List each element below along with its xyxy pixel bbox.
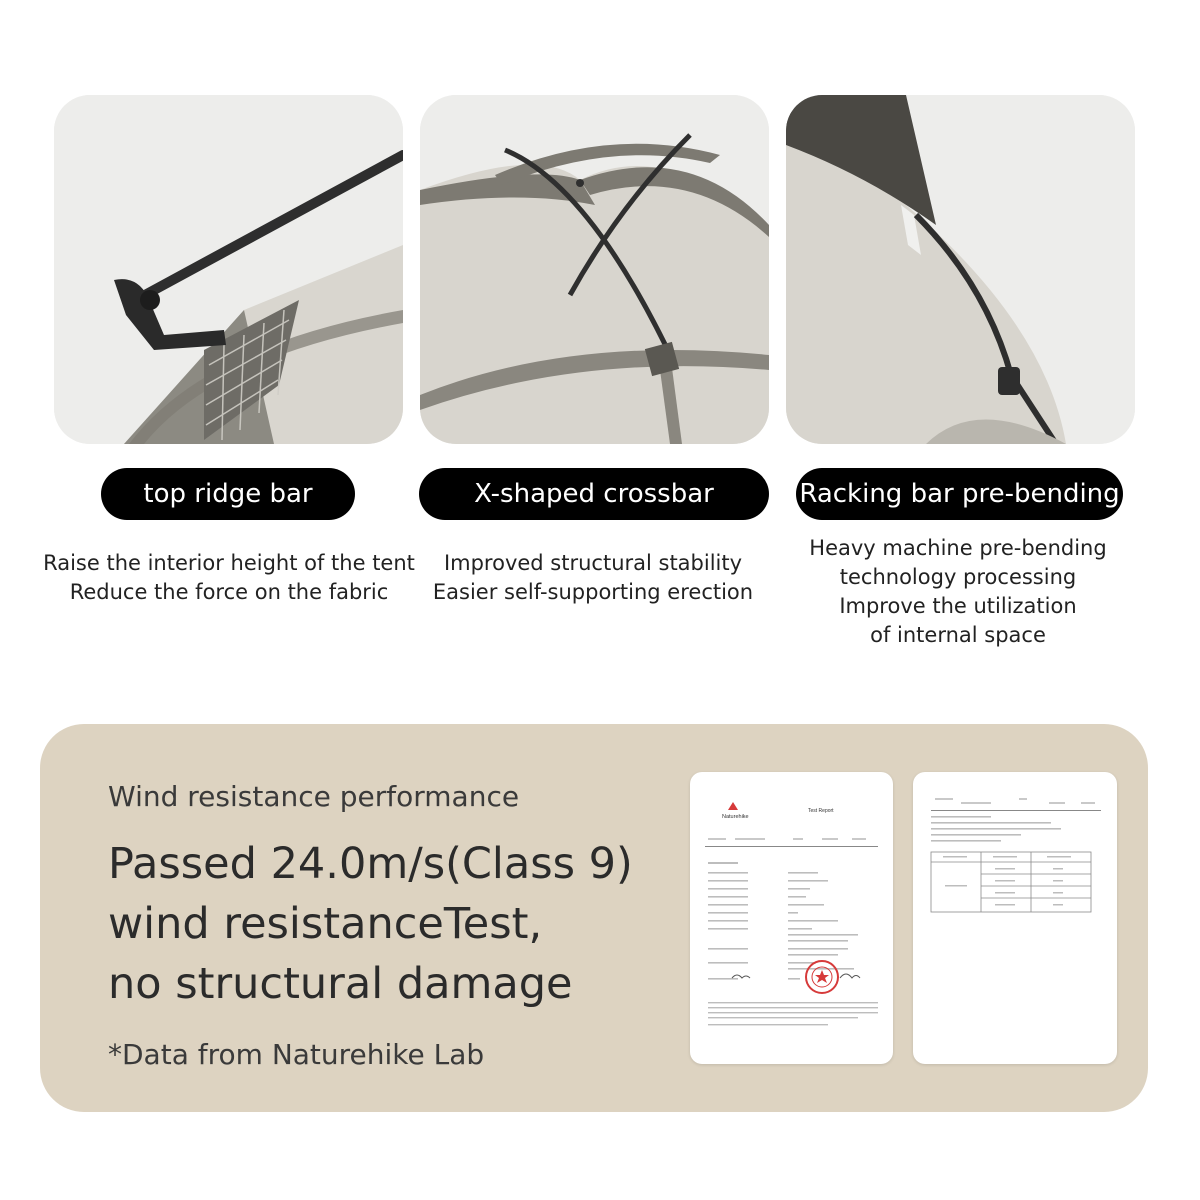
tent-ridge-illustration [54, 95, 403, 444]
brand-logo-icon [728, 802, 738, 810]
label-top-ridge-bar: top ridge bar [101, 468, 355, 520]
description-line: Reduce the force on the fabric [69, 580, 389, 604]
data-source-note: *Data from Naturehike Lab [108, 1038, 485, 1071]
photo-racking-bar-pre-bending [786, 95, 1135, 444]
description-line: Heavy machine pre-bending [809, 536, 1107, 560]
description-line: Raise the interior height of the tent [43, 551, 415, 575]
report-page-1-graphic [690, 772, 893, 1064]
photo-top-ridge-bar [54, 95, 403, 444]
description-line: of internal space [870, 623, 1046, 647]
report-brand: Naturehike [722, 814, 749, 820]
headline-line: Passed 24.0m/s(Class 9) [108, 839, 633, 889]
test-report-page-1 [690, 772, 893, 1064]
test-report-page-2 [913, 772, 1117, 1064]
report-page-2-graphic [913, 772, 1117, 1064]
tent-racking-bar-illustration [786, 95, 1135, 444]
description-line: Improved structural stability [443, 551, 743, 575]
description-line: Improve the utilization [839, 594, 1077, 618]
description-top-ridge-bar [40, 549, 418, 607]
headline-line: no structural damage [108, 959, 573, 1009]
wind-resistance-headline [108, 834, 633, 1014]
label-x-shaped-crossbar: X-shaped crossbar [419, 468, 769, 520]
description-line: technology processing [839, 565, 1077, 589]
wind-resistance-title: Wind resistance performance [108, 780, 520, 813]
report-title: Test Report [808, 808, 834, 814]
tent-crossbar-illustration [420, 95, 769, 444]
headline-line: wind resistanceTest, [108, 899, 543, 949]
description-x-shaped-crossbar [418, 549, 768, 607]
label-racking-bar-pre-bending: Racking bar pre-bending [796, 468, 1123, 520]
photo-x-shaped-crossbar [420, 95, 769, 444]
description-line: Easier self-supporting erection [432, 580, 754, 604]
description-racking-bar [786, 534, 1130, 650]
